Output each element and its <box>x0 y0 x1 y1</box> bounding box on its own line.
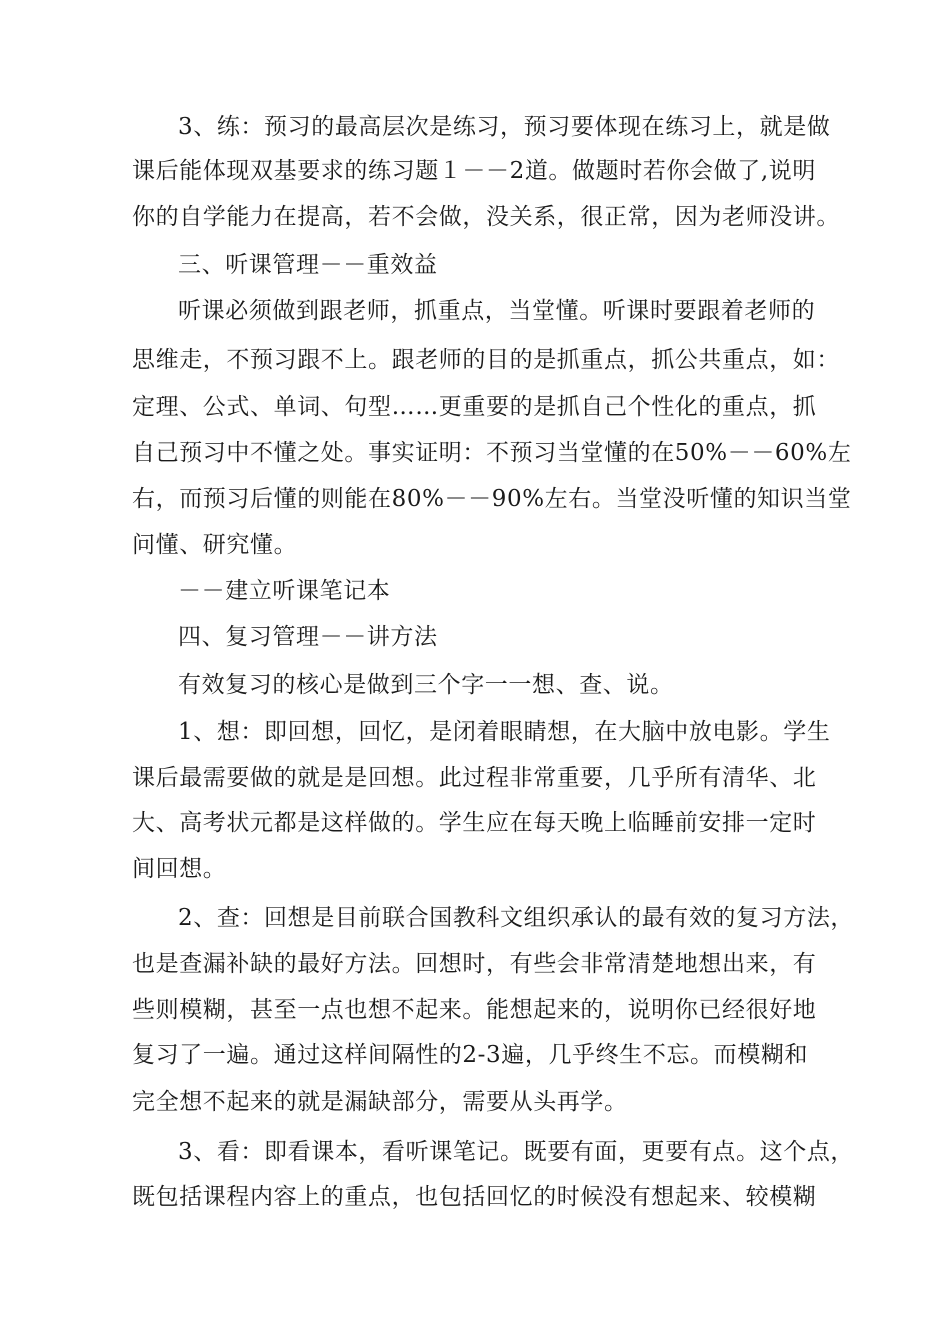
text-line: 也是查漏补缺的最好方法。回想时，有些会非常清楚地想出来，有 <box>132 951 817 977</box>
text-line: 定理、公式、单词、句型……更重要的是抓自己个性化的重点，抓 <box>132 394 817 420</box>
text-line: 有效复习的核心是做到三个字一一想、查、说。 <box>178 672 674 698</box>
text-line: 些则模糊，甚至一点也想不起来。能想起来的，说明你已经很好地 <box>132 997 817 1023</box>
text-line: 间回想。 <box>132 856 227 882</box>
text-line: 课后能体现双基要求的练习题１－－2道。做题时若你会做了,说明 <box>132 158 816 184</box>
text-line: 你的自学能力在提高，若不会做，没关系，很正常，因为老师没讲。 <box>132 204 840 230</box>
text-line: 四、复习管理－－讲方法 <box>178 624 438 650</box>
text-line: 自己预习中不懂之处。事实证明：不预习当堂懂的在50%－－60%左 <box>132 440 852 466</box>
text-line: 三、听课管理－－重效益 <box>178 252 438 278</box>
text-line: 既包括课程内容上的重点，也包括回忆的时候没有想起来、较模糊 <box>132 1184 817 1210</box>
text-line: 大、高考状元都是这样做的。学生应在每天晚上临睡前安排一定时 <box>132 810 817 836</box>
text-line: 问懂、研究懂。 <box>132 532 298 558</box>
text-line: 思维走，不预习跟不上。跟老师的目的是抓重点，抓公共重点，如： <box>132 347 840 373</box>
text-line: 完全想不起来的就是漏缺部分，需要从头再学。 <box>132 1089 628 1115</box>
text-line: 复习了一遍。通过这样间隔性的2-3遍，几乎终生不忘。而模糊和 <box>132 1042 809 1068</box>
text-line: 1、想：即回想，回忆，是闭着眼睛想，在大脑中放电影。学生 <box>178 719 831 745</box>
text-line: －－建立听课笔记本 <box>178 578 391 604</box>
text-line: 听课必须做到跟老师，抓重点，当堂懂。听课时要跟着老师的 <box>178 298 816 324</box>
text-line: 3、练：预习的最高层次是练习，预习要体现在练习上，就是做 <box>178 114 831 140</box>
text-line: 2、查：回想是目前联合国教科文组织承认的最有效的复习方法， <box>178 905 855 931</box>
text-line: 3、看：即看课本，看听课笔记。既要有面，更要有点。这个点， <box>178 1139 855 1165</box>
text-line: 课后最需要做的就是是回想。此过程非常重要，几乎所有清华、北 <box>132 765 817 791</box>
text-line: 右，而预习后懂的则能在80%－－90%左右。当堂没听懂的知识当堂 <box>132 486 852 512</box>
